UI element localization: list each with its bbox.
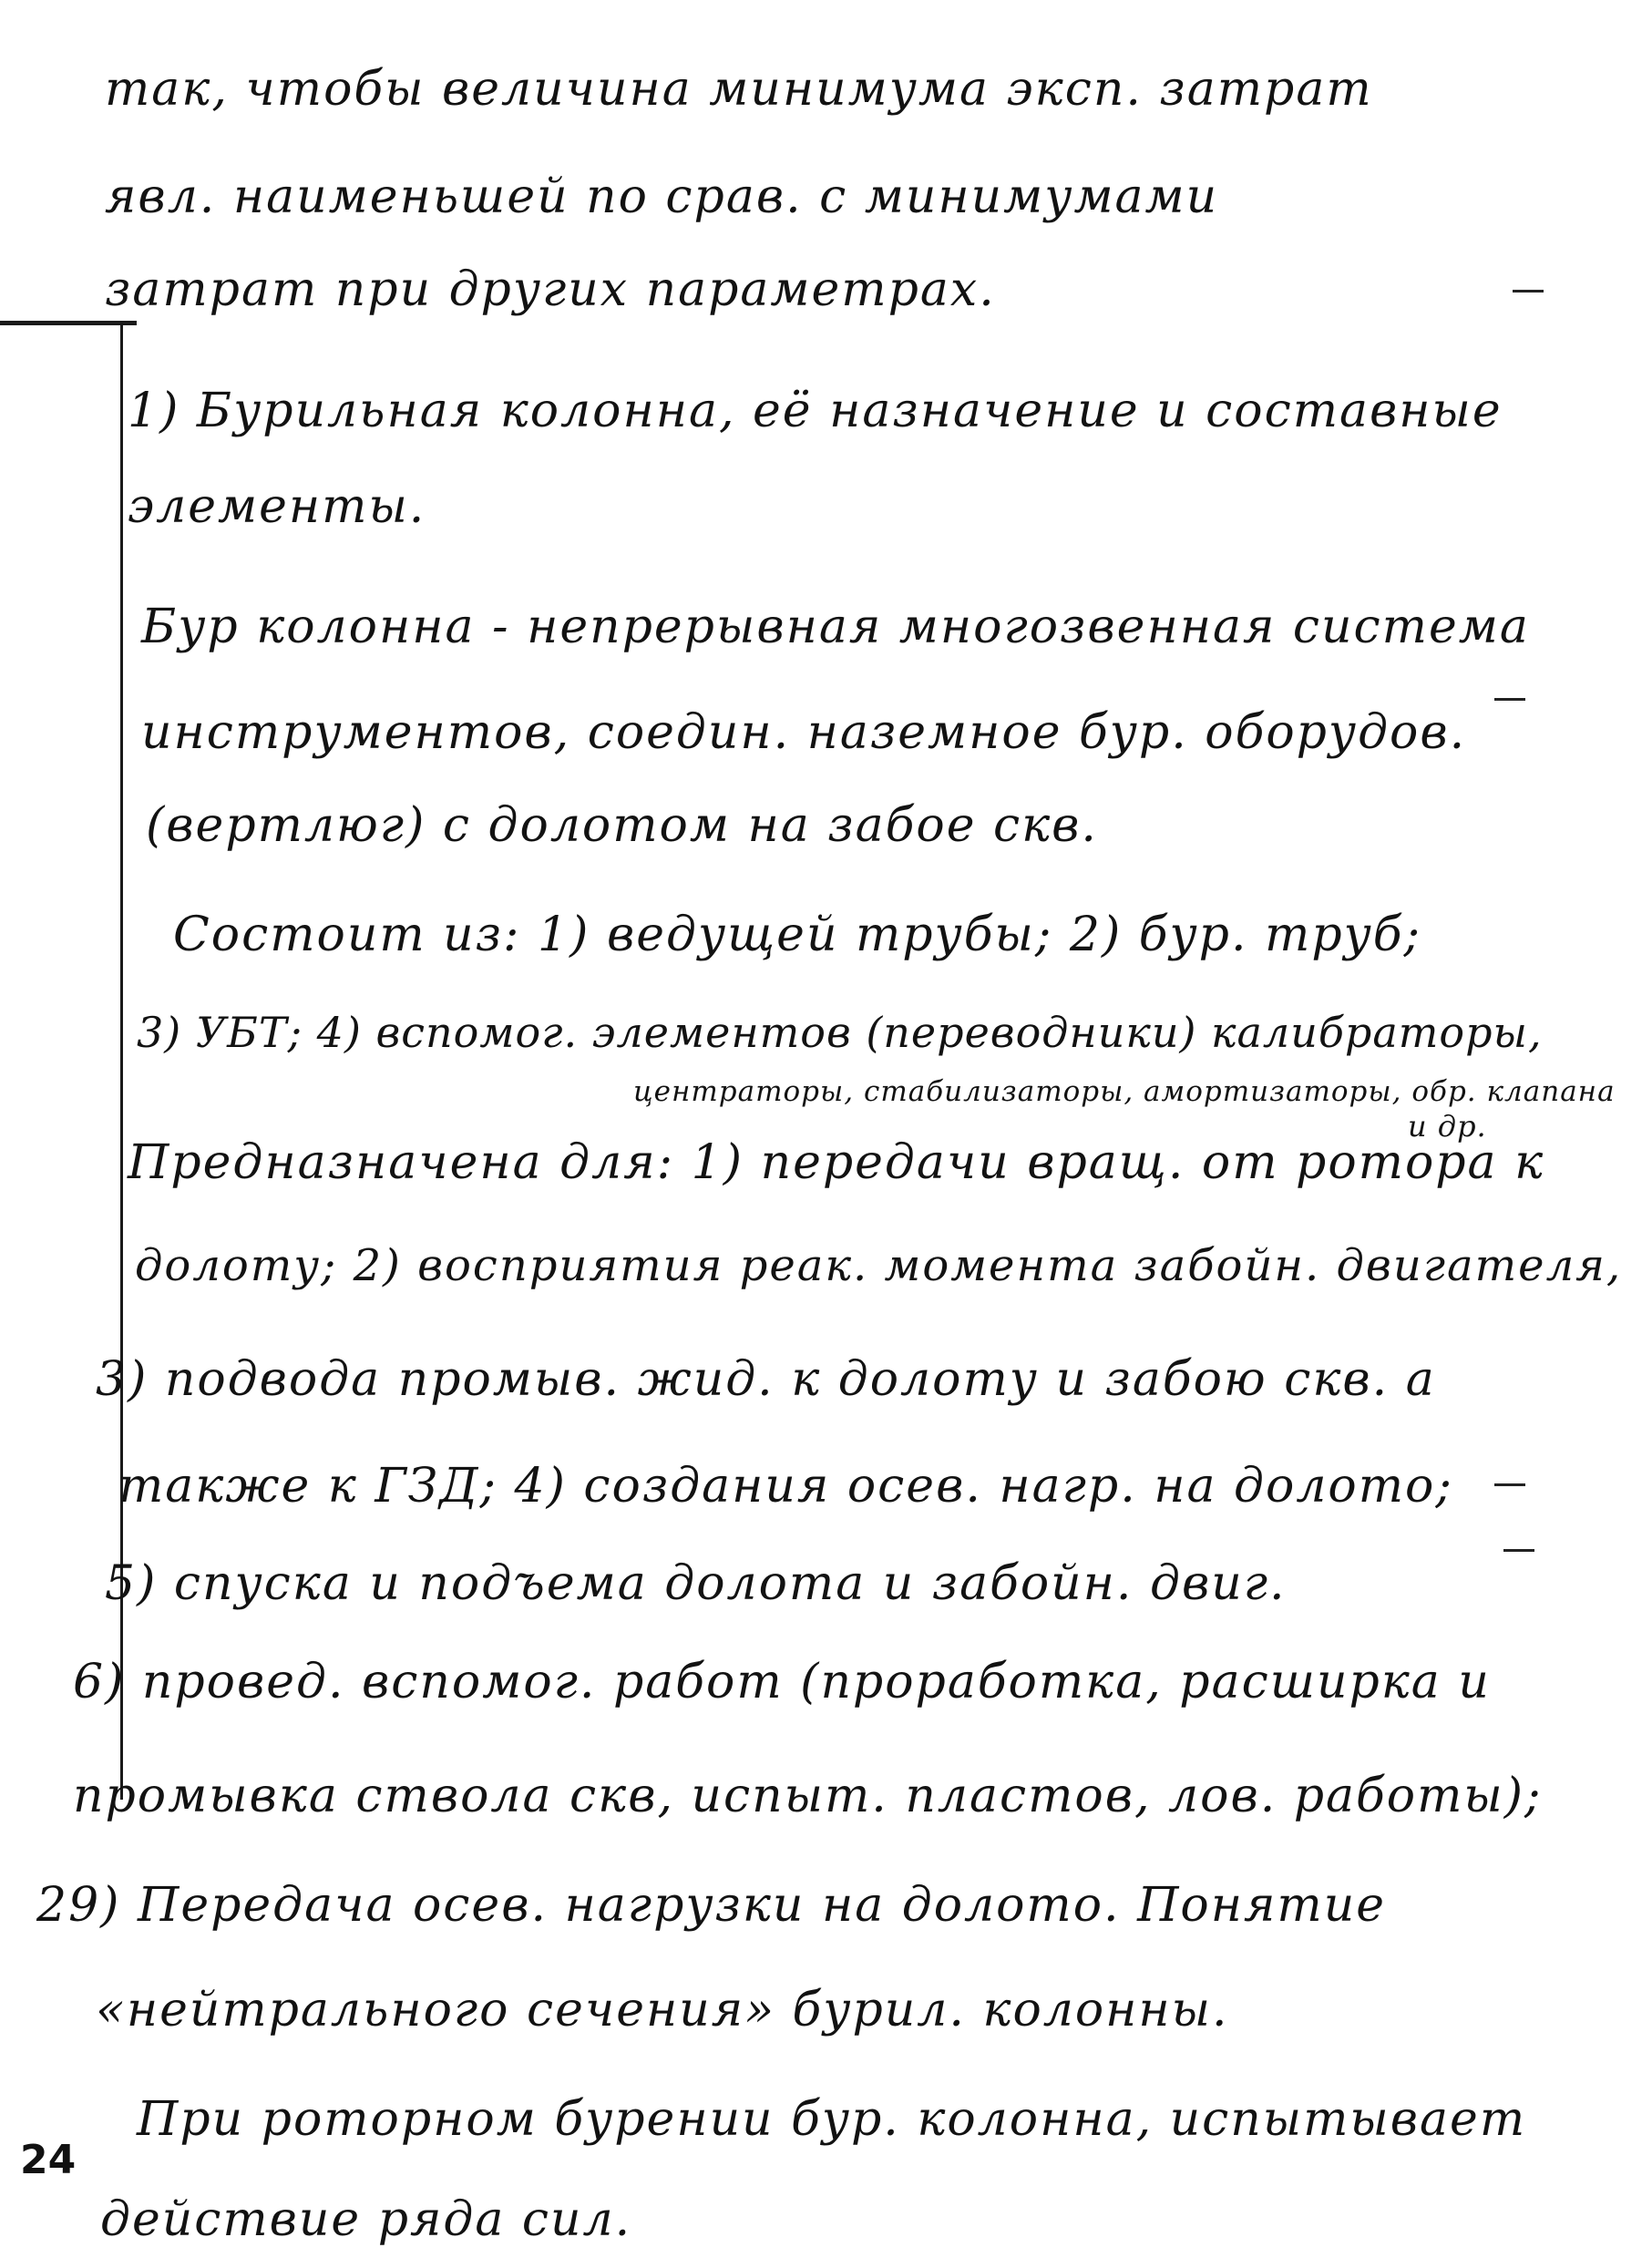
text-line: Предназначена для: 1) передачи вращ. от ротора к [128, 1135, 1545, 1190]
text-line: инструментов, соедин. наземное бур. оборудов. [141, 705, 1467, 760]
text-line: Состоит из: 1) ведущей трубы; 2) бур. труб; [173, 908, 1422, 962]
text-line: «нейтрального сечения» бурил. колонны. [96, 1983, 1229, 2037]
margin-dash [1513, 290, 1544, 292]
text-line: явл. наименьшей по срав. с минимумами [105, 169, 1219, 224]
text-line: промывка ствола скв, испыт. пластов, лов. работы); [73, 1769, 1543, 1823]
margin-rule-top [0, 321, 137, 325]
text-line: центраторы, стабилизаторы, амортизаторы, обр. клапана [633, 1075, 1616, 1108]
text-line: 29) Передача осев. нагрузки на долото. Понятие [36, 1878, 1386, 1933]
text-line: 5) спуска и подъема долота и забойн. двиг. [105, 1556, 1287, 1611]
text-line: элементы. [128, 479, 426, 534]
text-line: 6) провед. вспомог. работ (проработка, расширка и [73, 1655, 1491, 1709]
text-line: также к ГЗД; 4) создания осев. нагр. на долото; [118, 1459, 1453, 1514]
margin-dash [1503, 1549, 1534, 1552]
text-line: затрат при других параметрах. [105, 262, 996, 317]
text-line: 3) подвода промыв. жид. к долоту и забою скв. а [96, 1352, 1436, 1407]
text-line: Бур колонна - непрерывная многозвенная система [141, 600, 1530, 654]
text-line: 1) Бурильная колонна, её назначение и составные [128, 384, 1503, 438]
text-line: так, чтобы величина минимума эксп. затрат [105, 62, 1373, 117]
page-number: 24 [20, 2137, 77, 2183]
margin-dash [1494, 1483, 1525, 1486]
text-line: При роторном бурении бур. колонна, испытывает [137, 2092, 1527, 2147]
text-line: долоту; 2) восприятия реак. момента забойн. двигателя, [135, 1240, 1623, 1291]
text-line: действие ряда сил. [100, 2192, 632, 2247]
text-line: 3) УБТ; 4) вспомог. элементов (переводники) калибраторы, [137, 1008, 1543, 1057]
text-line: (вертлюг) с долотом на забое скв. [146, 798, 1098, 853]
text-line: и др. [1408, 1109, 1487, 1144]
margin-dash [1494, 698, 1525, 701]
